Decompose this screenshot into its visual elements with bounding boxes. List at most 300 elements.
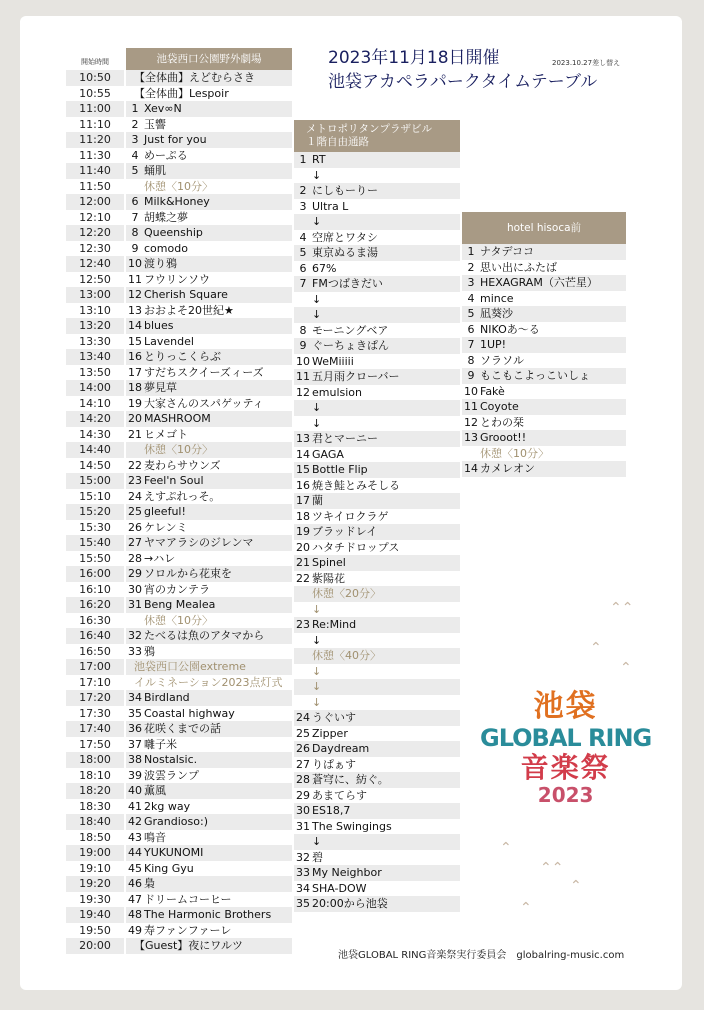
performance-number: 14 — [464, 462, 478, 475]
performer-name: 碧 — [312, 850, 323, 864]
performance-number: 38 — [128, 753, 142, 766]
performer-name: ↓ — [312, 308, 322, 321]
performance-number: 32 — [128, 629, 142, 642]
performance-slot — [294, 338, 460, 354]
time-slot: 11:40 — [66, 163, 124, 179]
performance-number — [294, 168, 312, 184]
performance-number: 10 — [128, 257, 142, 270]
performance-slot — [294, 571, 460, 587]
stage-nishiguchi-park — [126, 48, 292, 954]
performer-name: 凪葵沙 — [480, 307, 513, 320]
performance-number: 5 — [299, 246, 307, 259]
performance-slot — [462, 306, 626, 322]
time-slot: 18:00 — [66, 752, 124, 768]
time-slot: 12:00 — [66, 194, 124, 210]
performer-name: blues — [144, 319, 174, 332]
performance-number: 4 — [467, 291, 475, 305]
time-slot: 15:30 — [79, 520, 111, 534]
performance-number: 41 — [128, 799, 142, 813]
chevron-decoration-icon: ⌃⌃ — [540, 860, 564, 876]
footer-organizer: 池袋GLOBAL RING音楽祭実行委員会 globalring-music.com — [338, 950, 625, 961]
performer-name: Grandioso:) — [144, 815, 208, 828]
stage-metropolitan-plaza-header — [294, 120, 460, 152]
performance-slot — [126, 659, 292, 675]
performance-slot — [126, 737, 292, 753]
performance-number: 9 — [131, 241, 139, 255]
performance-number: 12 — [128, 288, 142, 301]
chevron-decoration-icon: ⌃ — [620, 660, 632, 676]
performance-number: 4 — [299, 230, 307, 244]
performance-number: 19 — [128, 396, 142, 410]
performer-name: YUKUNOMI — [144, 846, 204, 859]
performance-slot — [126, 163, 292, 179]
performance-slot — [126, 380, 292, 396]
time-slot: 13:40 — [66, 349, 124, 365]
time-slot: 16:40 — [66, 628, 124, 644]
performer-name: Coastal highway — [144, 706, 235, 720]
performance-slot — [294, 896, 460, 912]
performance-number: 48 — [128, 908, 142, 921]
performance-slot — [126, 396, 292, 412]
performance-slot — [294, 617, 460, 633]
performance-slot — [294, 803, 460, 819]
performer-name: Feel'n Soul — [144, 474, 204, 487]
stage-nishiguchi-park-header: 池袋西口公園野外劇場 — [126, 48, 292, 70]
performance-slot — [126, 566, 292, 582]
performance-slot — [294, 493, 460, 509]
performer-name: 紫陽花 — [312, 571, 345, 585]
performance-slot — [126, 318, 292, 334]
performance-number: 32 — [296, 850, 310, 864]
performer-name: MASHROOM — [144, 412, 211, 425]
performance-number: 10 — [296, 354, 310, 368]
performer-name: 玉響 — [144, 117, 166, 131]
performance-slot — [126, 938, 292, 954]
performance-number: 2 — [299, 184, 307, 197]
performance-number: 18 — [296, 509, 310, 523]
update-note: 2023.10.27差し替え — [552, 59, 621, 67]
performance-number — [294, 602, 312, 618]
performance-slot — [126, 427, 292, 443]
performance-slot — [294, 323, 460, 339]
time-slot: 18:30 — [79, 799, 111, 813]
performance-slot — [126, 117, 292, 133]
performer-name: ソラソル — [480, 353, 524, 367]
performance-number: 23 — [296, 618, 310, 631]
performer-name: ↓ — [312, 416, 322, 430]
time-slot: 19:30 — [79, 892, 111, 906]
performer-name: Bottle Flip — [312, 463, 368, 476]
time-slot: 18:20 — [66, 783, 124, 799]
performance-number: 25 — [296, 726, 310, 740]
performance-slot — [126, 287, 292, 303]
performer-name: ↓ — [312, 215, 322, 228]
performance-slot — [126, 907, 292, 923]
performance-number: 14 — [128, 319, 142, 332]
performer-name: emulsion — [312, 385, 362, 399]
performer-name: Birdland — [144, 691, 190, 704]
performance-number: 46 — [128, 877, 142, 890]
performer-name: Lavendel — [144, 334, 194, 348]
performance-slot — [462, 353, 626, 369]
performance-number: 5 — [131, 164, 139, 177]
performance-number — [294, 664, 312, 680]
performer-name: mince — [480, 291, 514, 305]
performer-name: Nostalsic. — [144, 753, 198, 766]
time-slot: 18:10 — [79, 768, 111, 782]
performer-name: Re:Mind — [312, 618, 357, 631]
time-slot: 16:30 — [79, 613, 111, 627]
performer-name: 夢見草 — [144, 381, 177, 394]
time-slot: 15:10 — [79, 489, 111, 503]
stage-hotel-hisoca-rows — [462, 244, 626, 477]
performance-number: 5 — [467, 307, 475, 320]
performance-slot — [294, 168, 460, 184]
performance-slot — [294, 400, 460, 416]
performer-name: 宵のカンテラ — [144, 582, 210, 596]
performer-name: 蒼穹に、紡ぐ。 — [312, 773, 389, 786]
performer-name: Just for you — [144, 133, 207, 146]
performance-slot — [126, 535, 292, 551]
time-slot: 17:10 — [79, 675, 111, 689]
performance-slot — [126, 799, 292, 815]
performance-slot — [294, 881, 460, 897]
performer-name: にしもーりー — [312, 184, 378, 197]
performer-name: Cherish Square — [144, 288, 228, 301]
performance-number: 26 — [296, 742, 310, 755]
performance-number: 18 — [128, 381, 142, 394]
performer-name: 蛹肌 — [144, 164, 166, 177]
stage-metropolitan-plaza-name: メトロポリタンプラザビル — [306, 123, 432, 135]
performance-slot — [294, 447, 460, 463]
performer-name: 休憩〈20分〉 — [312, 587, 381, 600]
performance-slot — [126, 830, 292, 846]
performer-name: Coyote — [480, 400, 519, 413]
performer-name: ↓ — [312, 292, 322, 306]
performance-number: 13 — [296, 432, 310, 445]
performer-name: 花咲くまでの話 — [144, 722, 221, 735]
performance-number: 43 — [128, 830, 142, 844]
performer-name: gleeful! — [144, 505, 186, 518]
performer-name: 【Guest】夜にワルツ — [134, 939, 243, 952]
performance-number: 21 — [128, 427, 142, 441]
performer-name: ソロルから花束を — [144, 567, 232, 580]
performance-number: 21 — [296, 556, 310, 569]
time-slot: 14:10 — [79, 396, 111, 410]
performance-number: 20 — [128, 412, 142, 425]
performance-slot — [126, 923, 292, 939]
performance-number: 9 — [467, 369, 475, 382]
performer-name: Daydream — [312, 742, 370, 755]
performance-number — [462, 446, 480, 462]
performance-number: 35 — [128, 706, 142, 720]
performance-slot — [126, 179, 292, 195]
stage-metropolitan-plaza — [294, 120, 460, 912]
performer-name: 休憩〈10分〉 — [144, 613, 213, 627]
performer-name: Queenship — [144, 226, 203, 239]
performance-slot — [126, 101, 292, 117]
chevron-decoration-icon: ⌃⌃ — [610, 600, 634, 616]
performer-name: 【全体曲】えどむらさき — [134, 71, 255, 84]
performance-slot — [294, 726, 460, 742]
performance-number: 44 — [128, 846, 142, 859]
performer-name: SHA-DOW — [312, 881, 367, 895]
time-slot: 16:50 — [79, 644, 111, 658]
performance-slot — [294, 261, 460, 277]
time-slot: 11:30 — [79, 148, 111, 162]
performance-slot — [462, 275, 626, 291]
time-slot: 13:20 — [66, 318, 124, 334]
performance-number: 11 — [296, 370, 310, 383]
performance-slot — [126, 303, 292, 319]
time-slot: 14:40 — [66, 442, 124, 458]
performance-slot — [294, 788, 460, 804]
performance-number — [294, 416, 312, 432]
performance-slot — [126, 613, 292, 629]
performance-number — [294, 695, 312, 711]
chevron-decoration-icon: ⌃ — [500, 840, 512, 856]
performance-number: 25 — [128, 505, 142, 518]
performance-slot — [294, 385, 460, 401]
stage-hotel-hisoca — [462, 212, 626, 477]
time-slot: 12:50 — [79, 272, 111, 286]
performance-slot — [126, 551, 292, 567]
performance-slot — [294, 772, 460, 788]
time-slot: 19:10 — [79, 861, 111, 875]
stage-metropolitan-plaza-subname: １階自由通路 — [306, 136, 369, 148]
performance-slot — [126, 752, 292, 768]
performer-name: あまてらす — [312, 788, 367, 802]
performer-name: King Gyu — [144, 861, 194, 875]
performer-name: おおよそ20世紀★ — [144, 303, 234, 317]
performance-slot — [294, 586, 460, 602]
performer-name: The Swingings — [312, 819, 392, 833]
performance-number: 1 — [299, 153, 307, 166]
performance-slot — [294, 710, 460, 726]
performance-slot — [294, 865, 460, 881]
performance-slot — [462, 244, 626, 260]
performer-name: モーニングベア — [312, 323, 389, 337]
performer-name: りぱぁす — [312, 757, 356, 771]
performance-slot — [126, 241, 292, 257]
performer-name: 五月雨クローバー — [312, 370, 400, 383]
performance-number: 14 — [296, 447, 310, 461]
performance-slot — [462, 291, 626, 307]
performer-name: ドリームコーヒー — [144, 892, 232, 906]
performance-number: 31 — [128, 598, 142, 611]
performance-number: 17 — [128, 365, 142, 379]
performance-number: 6 — [299, 261, 307, 275]
time-slot: 12:20 — [66, 225, 124, 241]
performer-name: ぐーちょきぱん — [312, 339, 389, 352]
performance-number: 23 — [128, 474, 142, 487]
performance-slot — [126, 225, 292, 241]
performance-slot — [462, 461, 626, 477]
performance-number: 22 — [128, 458, 142, 472]
stage-hotel-hisoca-header: hotel hisoca前 — [462, 212, 626, 244]
performance-number: 6 — [131, 195, 139, 208]
performance-number: 45 — [128, 861, 142, 875]
performer-name: RT — [312, 153, 326, 166]
time-slot: 15:40 — [66, 535, 124, 551]
performer-name: GAGA — [312, 447, 344, 461]
performer-name: NIKOあ～る — [480, 322, 540, 336]
performer-name: Grooot!! — [480, 431, 527, 444]
performance-slot — [294, 199, 460, 215]
performer-name: ヤマアラシのジレンマ — [144, 536, 254, 549]
performance-slot — [294, 369, 460, 385]
performance-slot — [294, 741, 460, 757]
performer-name: Xev∞N — [144, 102, 182, 115]
performance-slot — [294, 679, 460, 695]
performance-slot — [126, 644, 292, 660]
performance-slot — [126, 442, 292, 458]
performance-slot — [126, 845, 292, 861]
performance-slot — [294, 834, 460, 850]
performance-number: 26 — [128, 520, 142, 534]
performance-slot — [294, 478, 460, 494]
performance-slot — [294, 183, 460, 199]
performance-number: 11 — [128, 272, 142, 286]
performer-name: Spinel — [312, 556, 346, 569]
page-title — [328, 46, 597, 94]
performance-slot — [126, 675, 292, 691]
performer-name: 蘭 — [312, 494, 323, 507]
time-slot: 19:00 — [66, 845, 124, 861]
performer-name: The Harmonic Brothers — [144, 908, 272, 921]
time-slot: 18:50 — [79, 830, 111, 844]
performance-slot — [294, 540, 460, 556]
performance-number — [294, 834, 312, 850]
time-slot: 16:00 — [66, 566, 124, 582]
performance-slot — [294, 416, 460, 432]
performance-number: 31 — [296, 819, 310, 833]
title-date: 2023年11月18日開催 — [328, 48, 500, 68]
performer-name: 鳴音 — [144, 830, 166, 844]
performance-number: 13 — [464, 431, 478, 444]
time-slot: 17:00 — [66, 659, 124, 675]
performer-name: もこもこよっこいしょ — [480, 369, 590, 382]
performer-name: 囃子米 — [144, 737, 177, 751]
performance-slot — [294, 664, 460, 680]
performance-number: 28 — [296, 773, 310, 786]
performance-slot — [126, 86, 292, 102]
performance-slot — [462, 430, 626, 446]
performance-number: 15 — [296, 463, 310, 476]
performance-slot — [126, 690, 292, 706]
performer-name: HEXAGRAM（六芒星） — [480, 276, 598, 289]
performance-number — [294, 214, 312, 230]
performer-name: 20:00から池袋 — [312, 897, 388, 910]
performer-name: ヒメゴト — [144, 427, 188, 441]
time-slot: 15:00 — [66, 473, 124, 489]
performer-name: えすぷれっそ。 — [144, 489, 221, 503]
performance-number: 24 — [128, 489, 142, 503]
performer-name: 思い出にふたば — [480, 260, 557, 274]
performance-number: 30 — [296, 804, 310, 817]
performer-name: ↓ — [312, 633, 322, 647]
performer-name: ブラッドレイ — [312, 525, 378, 538]
performance-slot — [126, 597, 292, 613]
time-slot: 17:30 — [79, 706, 111, 720]
performance-slot — [294, 214, 460, 230]
performer-name: Zipper — [312, 726, 348, 740]
performance-slot — [294, 633, 460, 649]
performance-number — [294, 307, 312, 323]
performer-name: フウリンソウ — [144, 272, 210, 286]
performance-slot — [462, 415, 626, 431]
time-slot: 14:50 — [79, 458, 111, 472]
performance-number — [294, 400, 312, 416]
performance-slot — [126, 334, 292, 350]
performance-number: 7 — [467, 338, 475, 351]
performer-name: →ハレ — [144, 551, 176, 565]
performance-slot — [294, 555, 460, 571]
performance-number: 13 — [128, 303, 142, 317]
performer-name: ツキイロクラゲ — [312, 509, 389, 523]
time-slot: 18:40 — [66, 814, 124, 830]
time-slot: 19:20 — [66, 876, 124, 892]
time-slot: 13:10 — [79, 303, 111, 317]
performance-number: 3 — [299, 199, 307, 213]
performance-slot — [462, 446, 626, 462]
performance-number: 10 — [464, 384, 478, 398]
performer-name: 薫風 — [144, 784, 166, 797]
performer-name: ケレンミ — [144, 520, 188, 534]
performer-name: 2kg way — [144, 799, 191, 813]
performance-number: 29 — [128, 567, 142, 580]
performance-number: 6 — [467, 322, 475, 336]
time-slot: 11:10 — [79, 117, 111, 131]
performance-number — [126, 442, 144, 458]
time-slot: 14:00 — [66, 380, 124, 396]
performance-slot — [294, 230, 460, 246]
performance-number: 15 — [128, 334, 142, 348]
performer-name: My Neighbor — [312, 866, 382, 879]
performance-slot — [126, 272, 292, 288]
performance-slot — [294, 276, 460, 292]
performance-number: 7 — [131, 210, 139, 224]
performance-number: 11 — [464, 400, 478, 413]
time-slot: 12:10 — [79, 210, 111, 224]
performer-name: イルミネーション2023点灯式 — [134, 675, 283, 689]
performance-slot — [294, 524, 460, 540]
performance-slot — [294, 307, 460, 323]
performer-name: 渡り鴉 — [144, 257, 177, 270]
performer-name: WeMiiiii — [312, 354, 354, 368]
stage-nishiguchi-park-rows — [126, 70, 292, 954]
performance-number: 1 — [131, 102, 139, 115]
performance-number — [294, 679, 312, 695]
logo-line-year: 2023 — [537, 783, 594, 807]
performance-number: 2 — [131, 117, 139, 131]
performance-number: 20 — [296, 540, 310, 554]
performer-name: うぐいす — [312, 711, 356, 724]
performance-slot — [294, 648, 460, 664]
time-slot: 15:20 — [66, 504, 124, 520]
performance-number — [126, 179, 144, 195]
performer-name: 池袋西口公園extreme — [134, 660, 246, 673]
performance-slot — [294, 462, 460, 478]
performance-slot — [126, 783, 292, 799]
performance-number: 12 — [464, 415, 478, 429]
festival-logo — [480, 690, 651, 806]
performance-slot — [294, 819, 460, 835]
performance-number: 34 — [128, 691, 142, 704]
performance-slot — [126, 582, 292, 598]
performer-name: ↓ — [312, 602, 322, 616]
performance-slot — [126, 70, 292, 86]
